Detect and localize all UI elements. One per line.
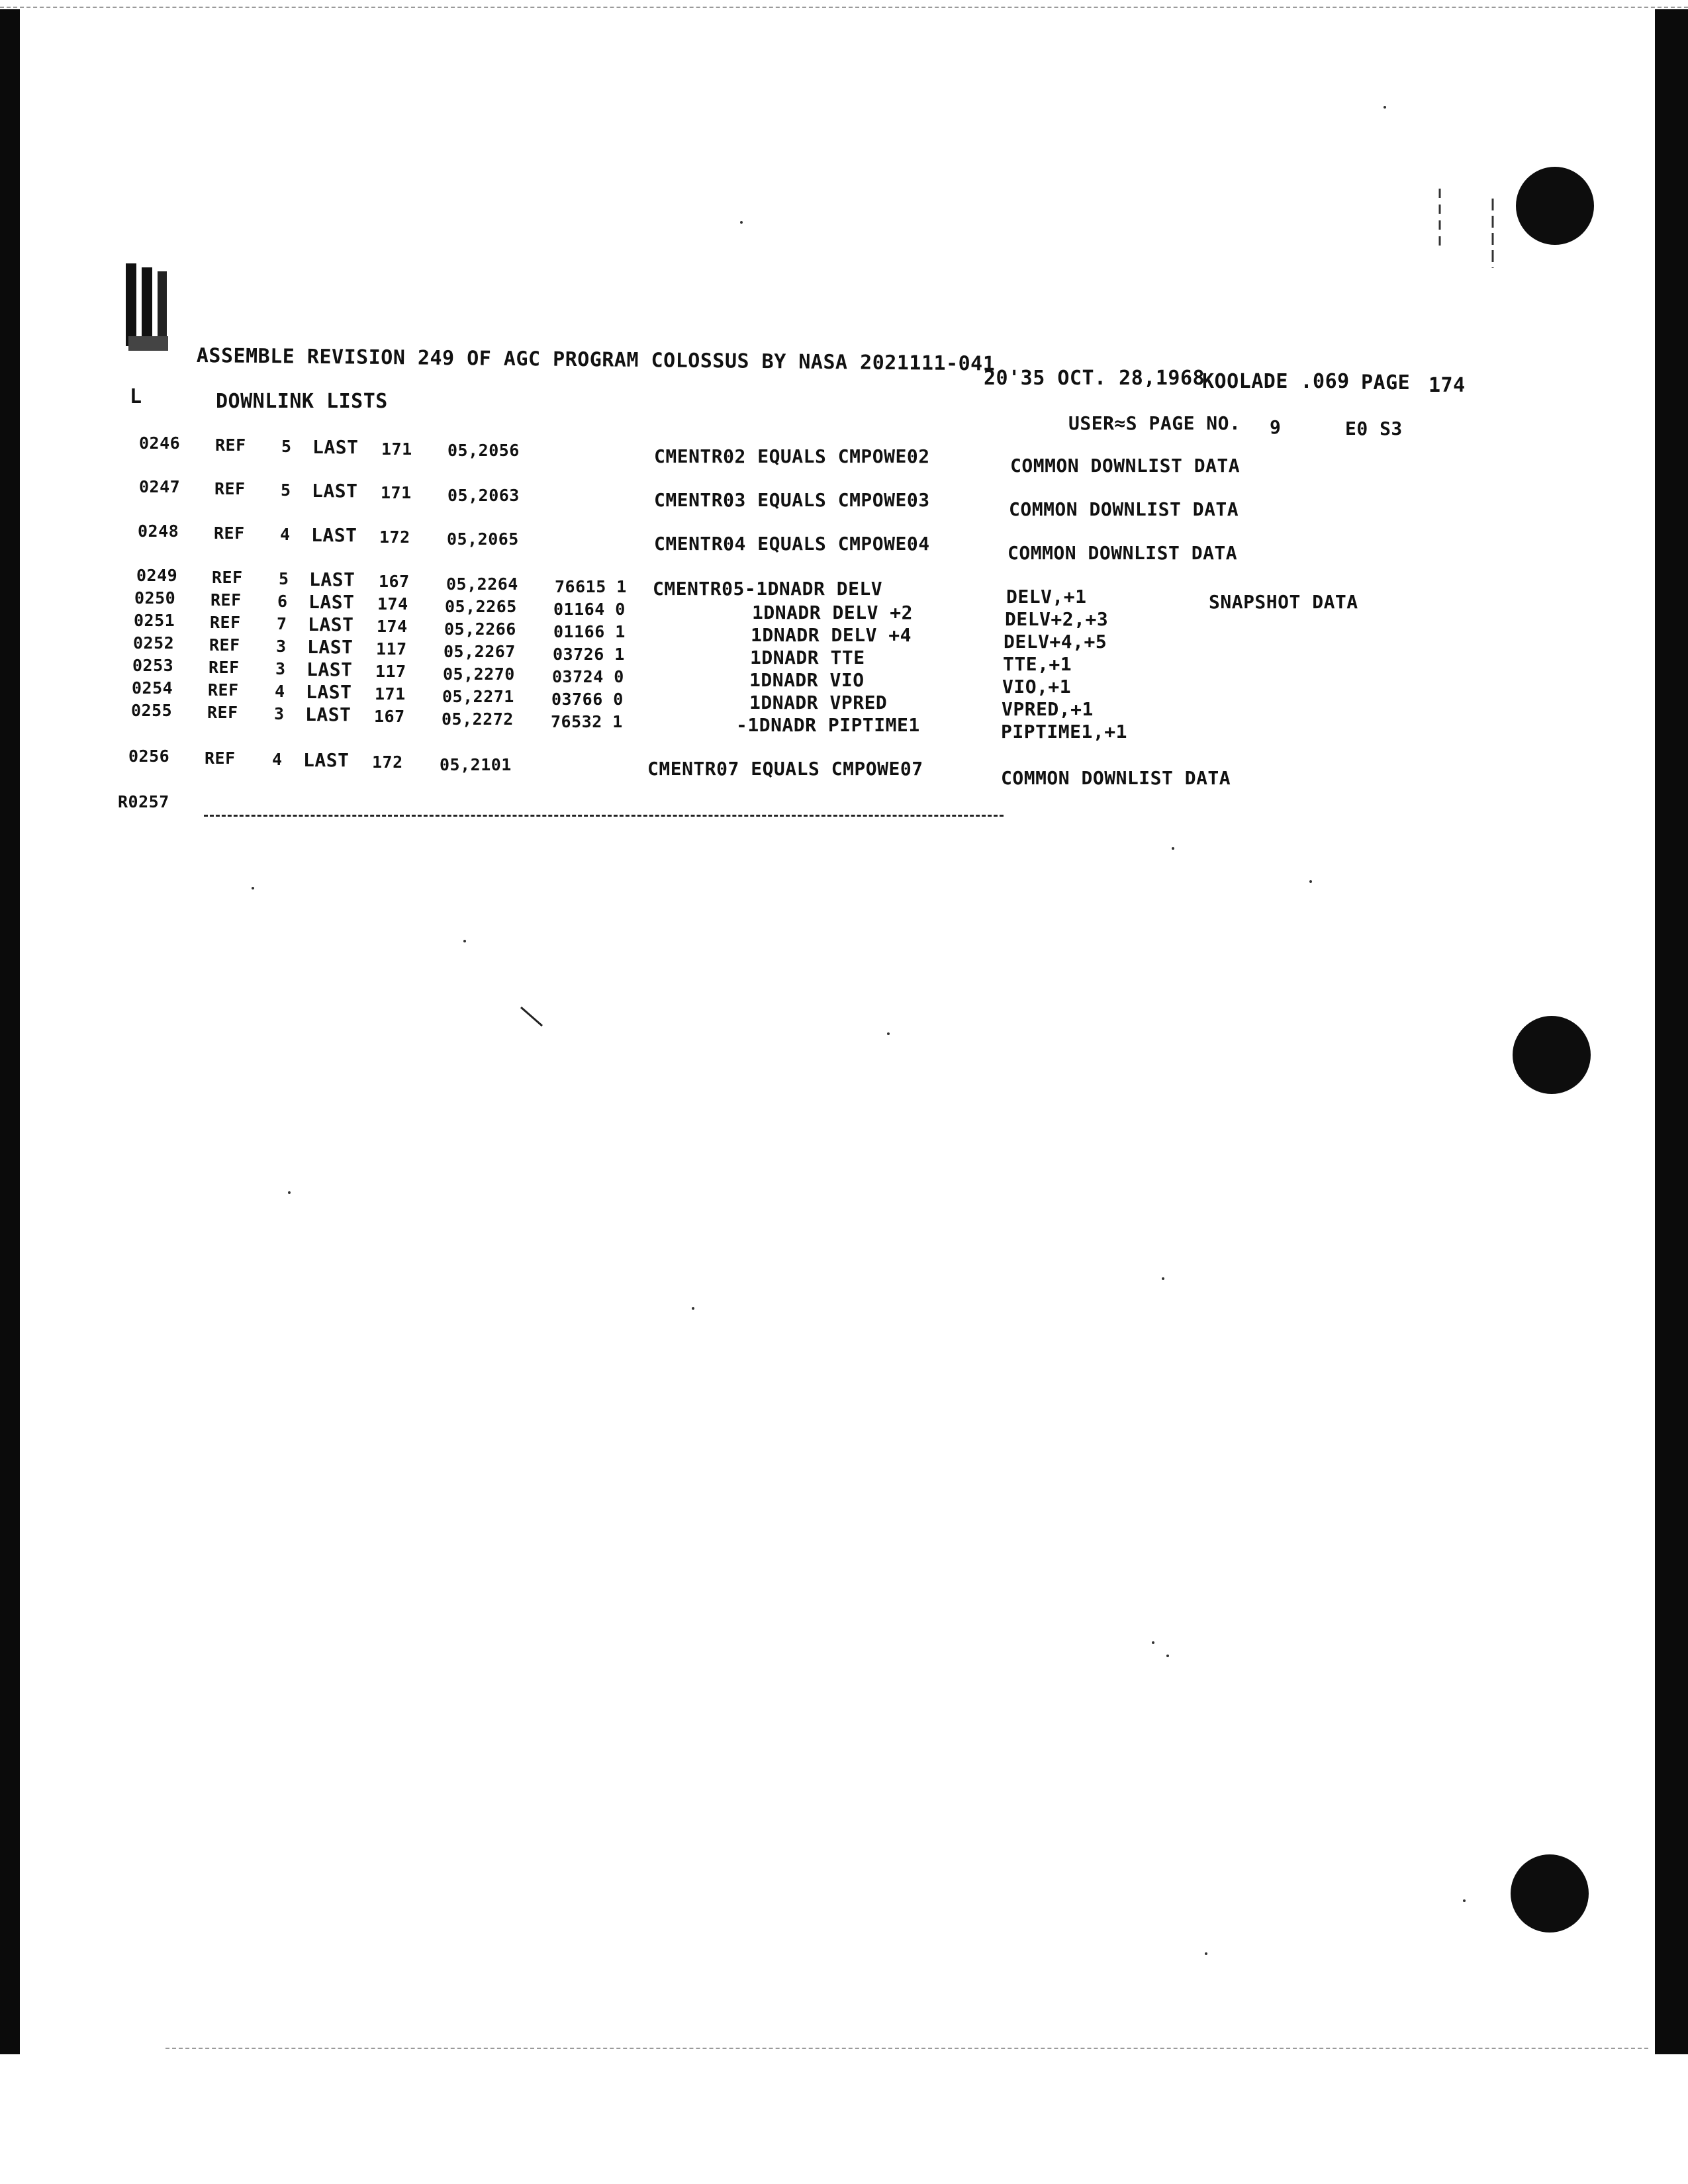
source-statement: CMENTR03 EQUALS CMPOWE03 (654, 489, 930, 511)
speck (252, 887, 254, 889)
last-keyword: LAST (309, 569, 355, 590)
ref-keyword: REF (207, 703, 238, 722)
last-page: 171 (381, 439, 412, 459)
ref-count: 4 (272, 750, 283, 769)
bank-address: 05,2271 (442, 687, 514, 706)
stray-mark-icon (520, 1006, 546, 1032)
source-statement: 1DNADR DELV +4 (751, 624, 912, 646)
last-keyword: LAST (311, 524, 357, 546)
last-page: 174 (377, 594, 408, 614)
ref-count: 5 (281, 480, 291, 500)
octal-value: 01164 0 (553, 600, 626, 619)
line-number: 0246 (139, 433, 181, 453)
right-scan-border (1655, 9, 1688, 2054)
binding-mark-icon (126, 263, 177, 353)
ref-keyword: REF (208, 680, 239, 700)
ref-keyword: REF (209, 635, 240, 655)
line-number: 0255 (131, 701, 173, 720)
ref-count: 5 (281, 437, 292, 456)
line-number: 0249 (136, 566, 178, 585)
last-keyword: LAST (308, 591, 355, 613)
last-page: 171 (381, 483, 412, 502)
ref-count: 5 (279, 569, 289, 588)
line-number: 0256 (128, 747, 170, 766)
last-page: 171 (375, 684, 406, 704)
ref-count: 7 (277, 614, 287, 633)
source-statement: 1DNADR TTE (750, 647, 865, 668)
bank-address: 05,2270 (443, 664, 515, 684)
user-page-code: E0 S3 (1345, 418, 1403, 439)
last-keyword: LAST (308, 614, 354, 635)
last-keyword: LAST (312, 480, 358, 502)
line-number: 0248 (138, 522, 179, 541)
octal-value: 03726 1 (553, 645, 625, 664)
bank-address: 05,2063 (447, 486, 520, 505)
bank-address: 05,2272 (442, 709, 514, 729)
margin-tick-icon (1430, 182, 1509, 275)
source-statement: 1DNADR VPRED (749, 692, 888, 713)
user-page-label: USER≈S PAGE NO. (1068, 412, 1241, 434)
last-page: 117 (375, 662, 406, 681)
octal-value: 76532 1 (551, 712, 623, 731)
source-statement: 1DNADR DELV +2 (752, 602, 914, 623)
octal-value: 03724 0 (552, 667, 624, 686)
last-keyword: LAST (312, 436, 359, 458)
ref-keyword: REF (209, 658, 240, 677)
last-keyword: LAST (305, 704, 352, 725)
user-page-number: 9 (1270, 416, 1282, 438)
bank-address: 05,2267 (444, 642, 516, 661)
page-label: PAGE (1361, 371, 1411, 394)
last-keyword: LAST (306, 681, 352, 703)
ref-keyword: REF (215, 435, 246, 455)
last-page: 167 (379, 572, 410, 591)
left-scan-border (0, 9, 20, 2054)
bank-address: 05,2264 (446, 574, 518, 594)
speck (1172, 847, 1174, 850)
line-number: 0247 (139, 477, 181, 496)
speck (740, 221, 743, 224)
speck (1383, 106, 1386, 109)
speck (1162, 1277, 1164, 1280)
line-comment: COMMON DOWNLIST DATA (1008, 542, 1238, 564)
source-statement: CMENTR04 EQUALS CMPOWE04 (654, 533, 930, 555)
line-comment: DELV+2,+3 (1005, 608, 1109, 630)
speck (1205, 1952, 1207, 1955)
speck (887, 1032, 890, 1035)
line-comment: DELV,+1 (1006, 586, 1087, 608)
line-comment: COMMON DOWNLIST DATA (1001, 767, 1231, 789)
source-statement: CMENTR05-1DNADR DELV (653, 578, 883, 600)
page-number: 174 (1429, 374, 1466, 397)
ref-count: 6 (277, 592, 288, 611)
ref-count: 3 (276, 637, 287, 656)
ref-count: 4 (280, 525, 291, 544)
speck (1463, 1899, 1466, 1902)
speck (1166, 1655, 1169, 1657)
last-page: 167 (374, 707, 405, 726)
last-keyword: LAST (307, 636, 353, 658)
line-number: 0252 (133, 633, 175, 653)
line-comment: VPRED,+1 (1002, 698, 1094, 720)
line-comment: COMMON DOWNLIST DATA (1010, 455, 1241, 477)
ref-count: 4 (275, 682, 285, 701)
bank-address: 05,2266 (444, 619, 516, 639)
speck (692, 1307, 694, 1310)
speck (1309, 880, 1312, 883)
line-comment: VIO,+1 (1002, 676, 1072, 698)
last-page: 174 (377, 617, 408, 636)
speck (1152, 1641, 1154, 1644)
line-comment: DELV+4,+5 (1004, 631, 1107, 653)
line-comment: PIPTIME1,+1 (1001, 721, 1127, 743)
source-statement: CMENTR07 EQUALS CMPOWE07 (647, 758, 923, 780)
source-statement: 1DNADR VIO (749, 669, 865, 691)
ref-count: 3 (274, 704, 285, 723)
ref-keyword: REF (214, 479, 246, 498)
line-number: 0250 (134, 588, 176, 608)
bank-address: 05,2265 (445, 597, 517, 616)
octal-value: 01166 1 (553, 622, 626, 641)
ref-keyword: REF (211, 590, 242, 610)
assembly-timestamp: 20'35 OCT. 28,1968 (984, 367, 1205, 390)
page-top-edge (0, 7, 1688, 10)
end-of-listing-rule (204, 815, 1004, 817)
line-comment: COMMON DOWNLIST DATA (1009, 498, 1239, 520)
last-page: 172 (372, 752, 403, 772)
line-comment: TTE,+1 (1003, 653, 1072, 675)
last-page: 117 (376, 639, 407, 659)
ref-keyword: REF (205, 749, 236, 768)
last-page: 172 (379, 527, 410, 547)
assembler-version: KOOLADE .069 (1202, 370, 1350, 393)
ref-keyword: REF (212, 568, 243, 587)
punch-hole-top (1516, 167, 1594, 245)
assembly-title: ASSEMBLE REVISION 249 OF AGC PROGRAM COLOSSUS BY NASA 2021111-041 (196, 344, 996, 376)
source-statement: CMENTR02 EQUALS CMPOWE02 (654, 445, 930, 467)
line-number: 0251 (134, 611, 175, 630)
last-keyword: LAST (306, 659, 353, 680)
punch-hole-middle (1513, 1016, 1591, 1094)
source-statement: -1DNADR PIPTIME1 (736, 714, 920, 736)
line-remark: SNAPSHOT DATA (1209, 591, 1358, 613)
speck (288, 1191, 291, 1194)
section-title: DOWNLINK LISTS (216, 390, 388, 413)
bank-address: 05,2065 (447, 529, 519, 549)
bottom-blank-strip (0, 2054, 1688, 2184)
punch-hole-bottom (1511, 1854, 1589, 1933)
line-number: 0253 (132, 656, 174, 675)
octal-value: 76615 1 (555, 577, 627, 596)
octal-value: 03766 0 (551, 690, 624, 709)
bank-address: 05,2101 (440, 755, 512, 774)
page-bottom-edge (165, 2048, 1648, 2051)
last-keyword: LAST (303, 749, 350, 771)
ref-count: 3 (275, 659, 286, 678)
ref-keyword: REF (214, 523, 245, 543)
section-marker: L (130, 385, 142, 408)
speck (463, 940, 466, 942)
end-marker: R0257 (118, 792, 169, 811)
ref-keyword: REF (210, 613, 241, 632)
bank-address: 05,2056 (447, 441, 520, 460)
line-number: 0254 (132, 678, 173, 698)
